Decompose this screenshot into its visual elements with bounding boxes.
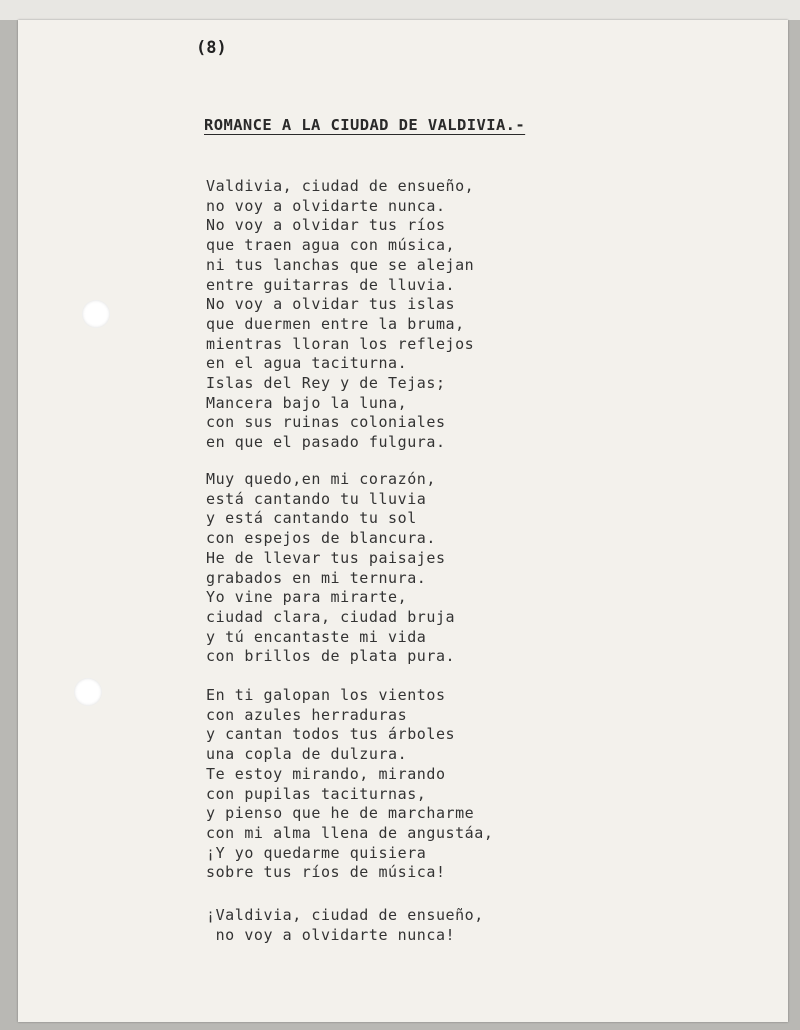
poem-line: y cantan todos tus árboles — [206, 725, 456, 744]
poem-line: mientras lloran los reflejos — [206, 334, 475, 353]
page-number: (8) — [196, 38, 227, 58]
poem-line: con pupilas taciturnas, — [206, 784, 427, 803]
poem-line: No voy a olvidar tus islas — [206, 295, 456, 314]
poem-line: con mi alma llena de angustáa, — [206, 823, 494, 842]
typewritten-page — [18, 20, 788, 1022]
poem-line: ¡Y yo quedarme quisiera — [206, 843, 427, 862]
poem-line: ¡Valdivia, ciudad de ensueño, — [206, 906, 484, 924]
poem-line: en el agua taciturna. — [206, 354, 408, 373]
poem-line: que traen agua con música, — [206, 236, 456, 255]
poem-line: No voy a olvidar tus ríos — [206, 216, 446, 235]
poem-line: con sus ruinas coloniales — [206, 413, 446, 432]
punch-hole — [82, 300, 110, 328]
poem-line: Mancera bajo la luna, — [206, 393, 408, 412]
poem-line: con azules herraduras — [206, 705, 408, 724]
punch-hole — [74, 678, 102, 706]
poem-line: y pienso que he de marcharme — [206, 804, 475, 823]
poem-line: Te estoy mirando, mirando — [206, 764, 446, 783]
poem-line: En ti galopan los vientos — [206, 686, 446, 704]
poem-line: Muy quedo,en mi corazón, — [206, 470, 436, 488]
background-edge — [0, 0, 800, 20]
stanza-1 — [206, 177, 474, 453]
stanza-2 — [206, 470, 455, 667]
poem-line: con brillos de plata pura. — [206, 647, 456, 666]
stanza-3 — [206, 686, 493, 883]
poem-line: ni tus lanchas que se alejan — [206, 255, 475, 274]
poem-line: grabados en mi ternura. — [206, 568, 427, 587]
poem-line: que duermen entre la bruma, — [206, 314, 465, 333]
poem-line: sobre tus ríos de música! — [206, 863, 446, 882]
poem-line: no voy a olvidarte nunca. — [206, 196, 446, 215]
stanza-4 — [206, 906, 484, 945]
poem-line: no voy a olvidarte nunca! — [206, 925, 456, 944]
poem-line: y tú encantaste mi vida — [206, 627, 427, 646]
poem-line: Islas del Rey y de Tejas; — [206, 374, 446, 393]
poem-line: Valdivia, ciudad de ensueño, — [206, 177, 475, 195]
poem-line: ciudad clara, ciudad bruja — [206, 607, 456, 626]
poem-title: ROMANCE A LA CIUDAD DE VALDIVIA.- — [204, 116, 526, 134]
poem-line: y está cantando tu sol — [206, 509, 417, 528]
poem-line: con espejos de blancura. — [206, 529, 436, 548]
poem-line: una copla de dulzura. — [206, 745, 408, 764]
poem-line: está cantando tu lluvia — [206, 489, 427, 508]
poem-line: Yo vine para mirarte, — [206, 588, 408, 607]
poem-line: He de llevar tus paisajes — [206, 548, 446, 567]
poem-line: entre guitarras de lluvia. — [206, 275, 456, 294]
poem-line: en que el pasado fulgura. — [206, 433, 446, 452]
